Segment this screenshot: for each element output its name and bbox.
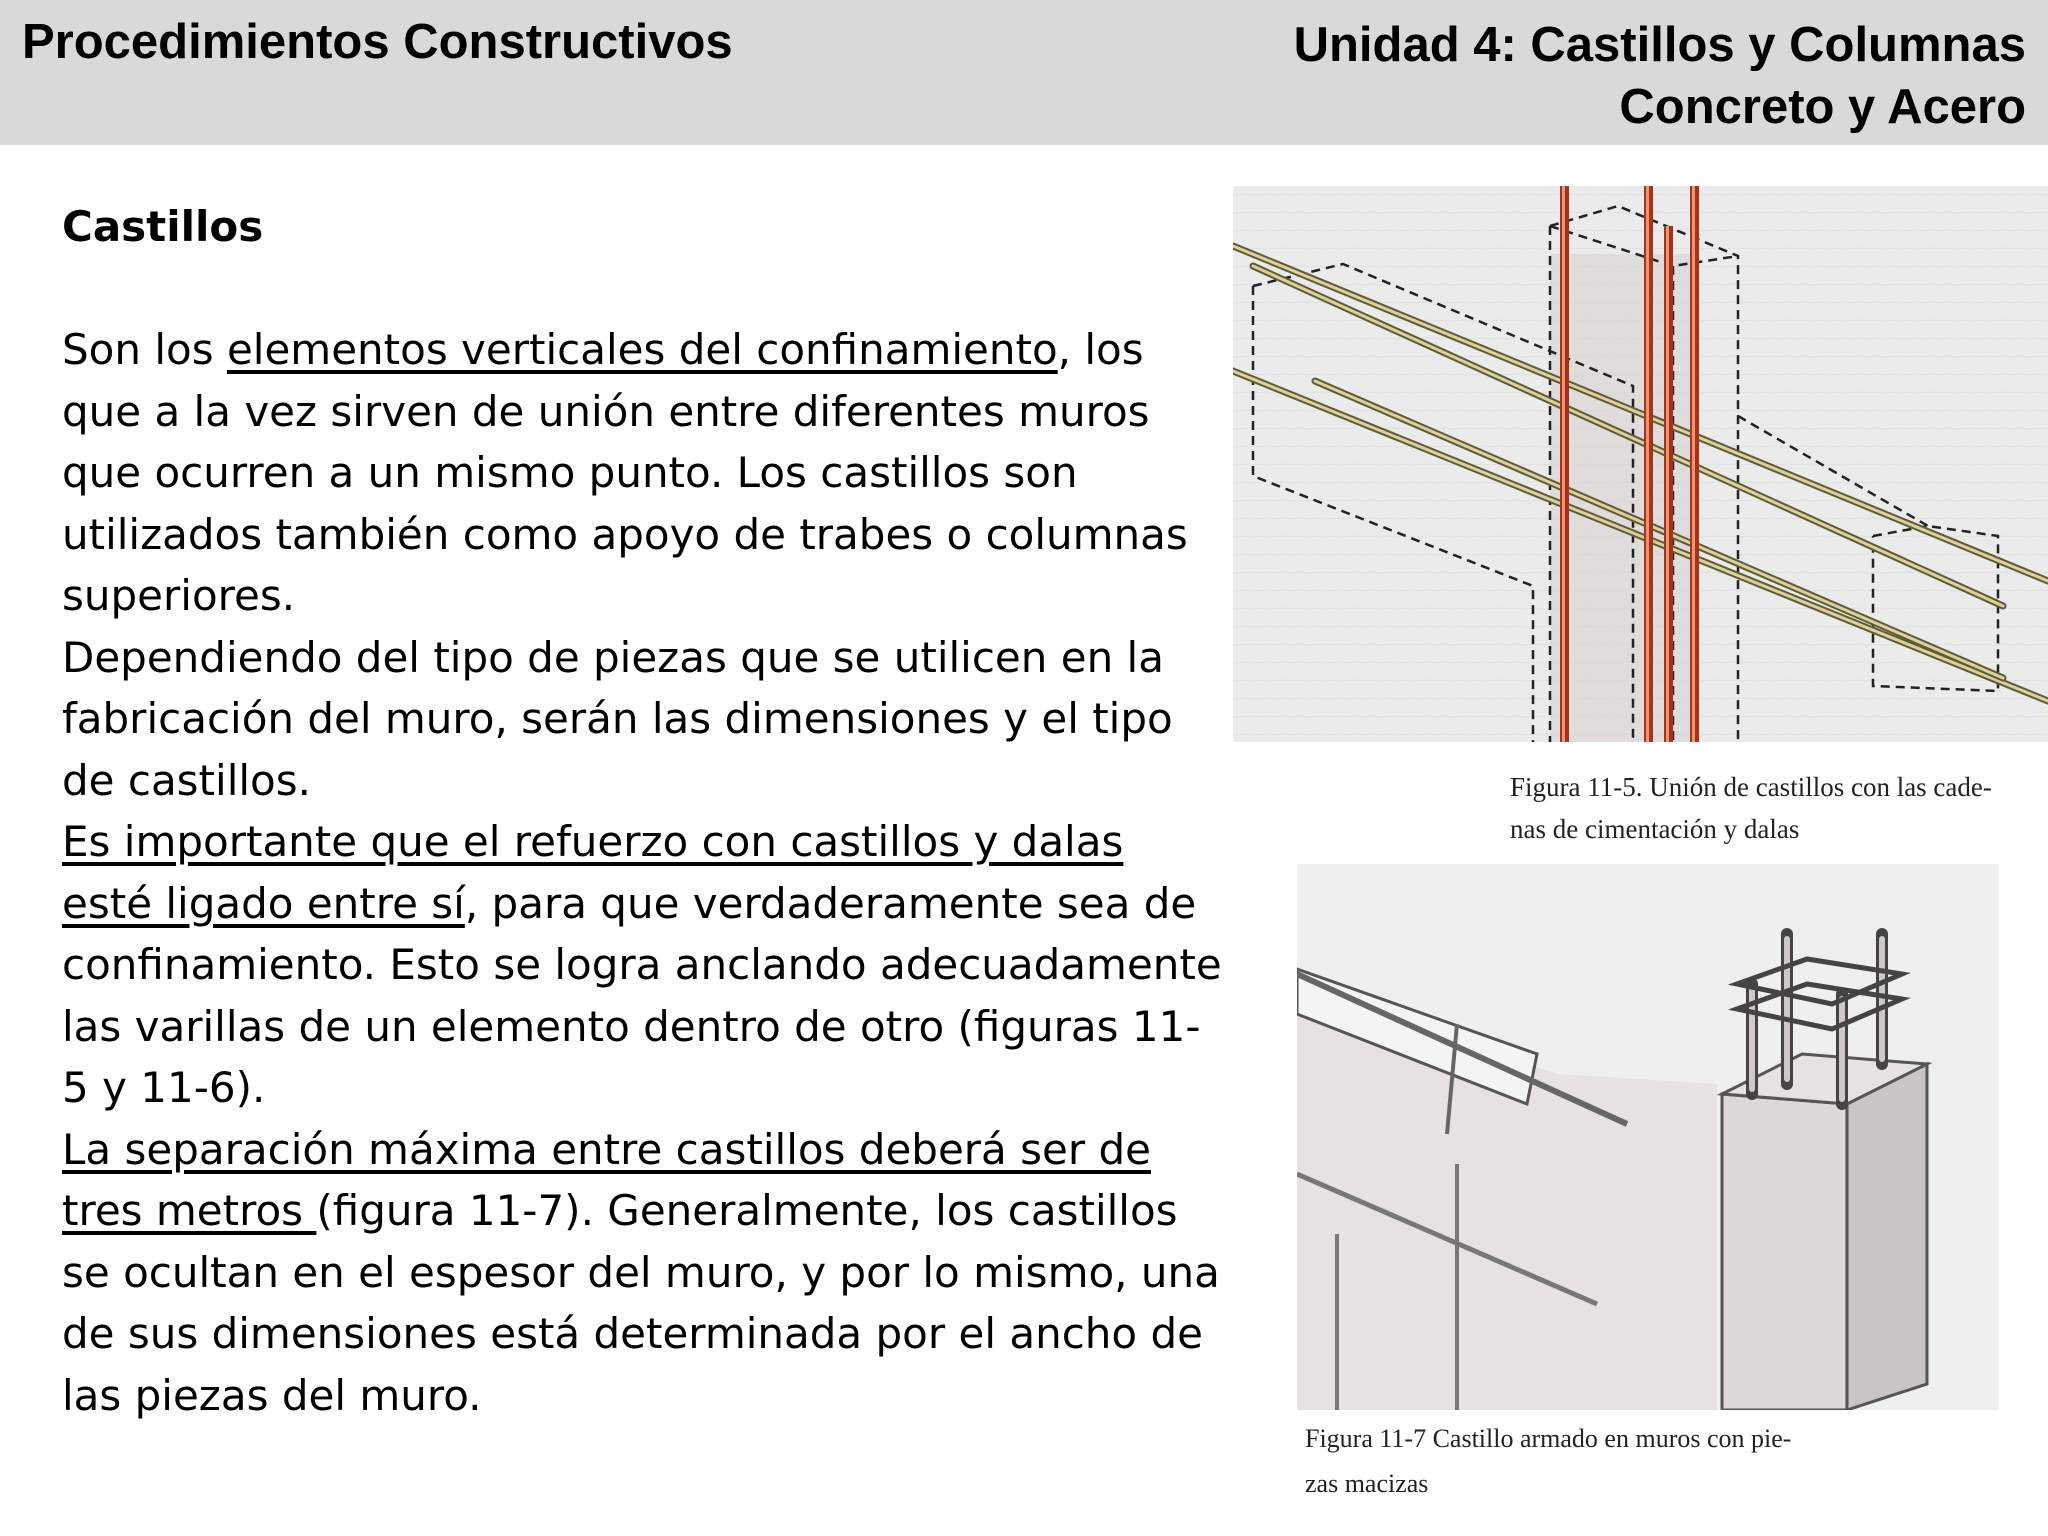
p3-underlined: Es importante que el refuerzo con castillos y dalas esté ligado entre sí: [62, 817, 1124, 928]
figure-11-5-illustration: [1233, 186, 2048, 742]
slide-header: [0, 0, 2048, 145]
p1-pre: Son los: [62, 325, 227, 374]
paragraph-2: Dependiendo del tipo de piezas que se utilicen en la fabricación del muro, serán las dimensiones y el tipo de castillos.: [62, 632, 1173, 805]
section-title: Castillos: [62, 202, 264, 251]
p3-post: , para que verdaderamente sea de confinamiento. Esto se logra anclando adecuadamente las varillas de un elemento dentro de otro (figuras 11-5 y 11-6).: [62, 878, 1222, 1112]
unit-title-line1: Unidad 4: Castillos y Columnas: [1293, 18, 2026, 72]
p1-post: , los que a la vez sirven de unión entre diferentes muros que ocurren a un mismo punto. Los castillos son utilizados también como apoyo de trabes o columnas superiores.: [62, 325, 1188, 620]
unit-title-line2: Concreto y Acero: [1619, 80, 2026, 134]
p1-underlined: elementos verticales del confinamiento: [226, 325, 1058, 374]
figure-11-7-illustration: [1297, 864, 1999, 1410]
figure-11-5-caption-line2: nas de cimentación y dalas: [1510, 814, 1800, 844]
body-text: [62, 196, 1222, 1426]
p4-underlined: La separación máxima entre castillos deberá ser de tres metros: [62, 1124, 1151, 1235]
paragraph-1: [62, 319, 1222, 627]
figure-11-7-caption-line2: zas macizas: [1305, 1469, 1429, 1498]
paragraph-3: [62, 811, 1222, 1119]
figure-11-7-caption: [1305, 1416, 1791, 1506]
course-title: Procedimientos Constructivos: [22, 15, 733, 69]
paragraph-4: [62, 1119, 1222, 1427]
figure-11-5-caption: [1510, 766, 1992, 850]
p4-post: (figura 11-7). Generalmente, los castillos se ocultan en el espesor del muro, y por lo mismo, una de sus dimensiones está determinada por el ancho de las piezas del muro.: [62, 1186, 1220, 1420]
figure-11-7-caption-line1: Figura 11-7 Castillo armado en muros con pie-: [1305, 1424, 1792, 1453]
figure-11-5-caption-line1: Figura 11-5. Unión de castillos con las cade-: [1510, 772, 1992, 802]
unit-title: [1294, 14, 2026, 138]
